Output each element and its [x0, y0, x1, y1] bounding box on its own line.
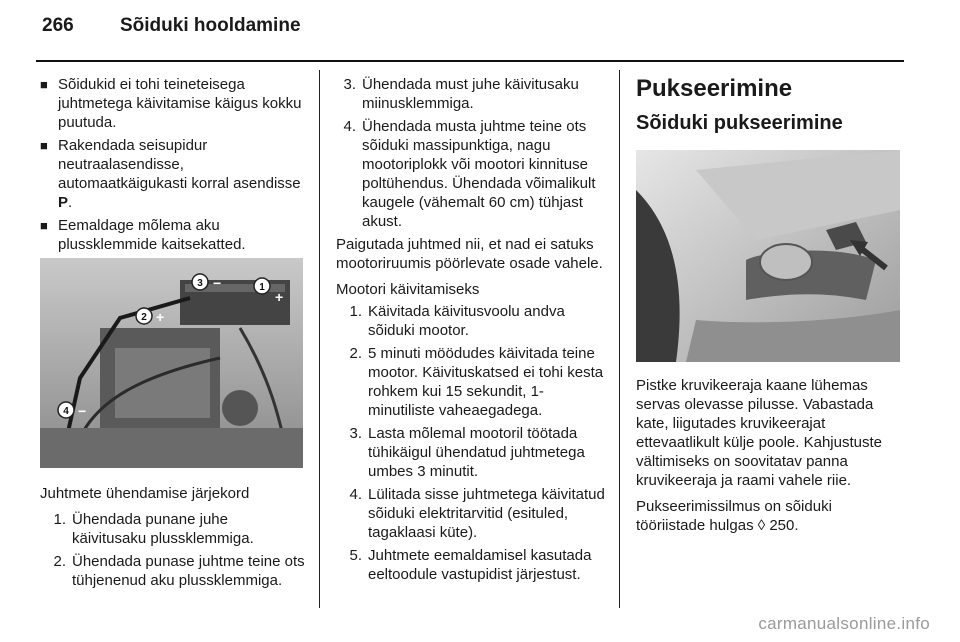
figure-label: 1	[259, 282, 265, 293]
numbered-item	[342, 344, 608, 420]
page-number: 266	[42, 15, 74, 36]
item-number: 1.	[53, 511, 66, 528]
column-1-lower	[40, 484, 306, 594]
column-2	[336, 75, 608, 588]
column-3	[636, 74, 904, 146]
item-text: Ühendada musta juhtme teine ots sõiduki massipunktiga, nagu mootoriplokk või mootori kinnituse poltühendus. Ühendada võimalikult kaugele (vähemalt 60 cm) tühjast akust.	[362, 118, 596, 230]
bullet-tail: .	[68, 194, 73, 211]
item-number: 3.	[349, 425, 362, 442]
item-text: Käivitada käivitusvoolu andva sõiduki mootor.	[368, 303, 565, 339]
item-number: 1.	[349, 303, 362, 320]
figure-sign: +	[156, 309, 165, 325]
item-text: Ühendada punase juhtme teine ots tühjenenud aku plussklemmiga.	[72, 553, 305, 589]
bullet-item	[40, 136, 306, 212]
item-text: Ühendada must juhe käivitusaku miinusklemmiga.	[362, 76, 579, 112]
item-text: 5 minuti möödudes käivitada teine mootor. Käivituskatsed ei tohi kesta rohkem kui 15 sekundit, 1-minutiliste vaheaegadega.	[368, 345, 604, 419]
numbered-item	[46, 552, 306, 590]
subsection-heading: Sõiduki pukseerimine	[636, 112, 843, 134]
numbered-item	[342, 424, 608, 481]
towing-eye-illustration	[636, 150, 900, 362]
bullet-text: Eemaldage mõlema aku plussklemmide kaitsekatted.	[58, 217, 246, 253]
page-title: Sõiduki hooldamine	[120, 15, 301, 36]
bullet-icon: ■	[40, 218, 48, 233]
towing-eye-text: Pukseerimissilmus on sõiduki tööriistade hulgas	[636, 498, 832, 534]
figure-label: 4	[63, 406, 69, 417]
bullet-text: Sõidukid ei tohi teineteisega juhtmetega käivitamise käigus kokku puutuda.	[58, 76, 302, 131]
towing-eye-location	[636, 497, 904, 535]
column-3-lower	[636, 376, 904, 542]
item-text: Lülitada sisse juhtmetega käivitatud sõiduki elektritarvitid (esituled, tagaklaasi küte).	[368, 486, 605, 541]
bullet-icon: ■	[40, 77, 48, 92]
column-divider-1	[319, 70, 320, 608]
gear-position-key: P	[58, 194, 69, 211]
figure-label: 3	[197, 278, 203, 289]
engine-start-title: Mootori käivitamiseks	[336, 281, 480, 298]
page-reference-link[interactable]: 250.	[769, 517, 799, 534]
bullet-text: Rakendada seisupidur neutraalasendisse, automaatkäigukasti korral asendisse	[58, 137, 301, 192]
bullet-item	[40, 216, 306, 254]
bullet-item	[40, 75, 306, 132]
figure-sign: −	[213, 275, 222, 291]
jump-start-illustration	[40, 258, 303, 468]
numbered-item	[46, 510, 306, 548]
numbered-item	[342, 485, 608, 542]
item-text: Ühendada punane juhe käivitusaku plussklemmiga.	[72, 511, 254, 547]
section-heading: Pukseerimine	[636, 75, 793, 102]
numbered-item	[336, 117, 608, 231]
figure-sign: −	[78, 403, 87, 419]
item-number: 3.	[343, 76, 356, 93]
column-divider-2	[619, 70, 620, 608]
watermark: carmanualsonline.info	[758, 614, 930, 633]
towing-paragraph: Pistke kruvikeeraja kaane lühemas servas olevasse pilusse. Vabastada kate, liigutades kruvikeerajat ettevaatlikult külje poole. Kahjustuste vältimiseks on soovitatav panna kruvikeeraja ja raami vahele riie.	[636, 377, 882, 489]
item-text: Lasta mõlemal mootoril töötada tühikäigul ühendatud juhtmetega umbes 3 minutit.	[368, 425, 585, 480]
figure-sign: +	[275, 289, 284, 305]
connection-order-title: Juhtmete ühendamise järjekord	[40, 485, 250, 502]
numbered-item	[342, 546, 608, 584]
figure-label: 2	[141, 312, 147, 323]
bumper-image	[636, 150, 900, 362]
cable-routing-paragraph: Paigutada juhtmed nii, et nad ei satuks mootoriruumis pöörlevate osade vahele.	[336, 236, 603, 272]
item-number: 4.	[349, 486, 362, 503]
engine-bay-image	[40, 258, 303, 468]
header-rule	[36, 60, 904, 62]
bullet-icon: ■	[40, 138, 48, 153]
item-text: Juhtmete eemaldamisel kasutada eeltoodule vastupidist järjestust.	[368, 547, 592, 583]
numbered-item	[336, 75, 608, 113]
item-number: 2.	[349, 345, 362, 362]
page-reference-icon: ◊	[757, 517, 766, 534]
item-number: 2.	[53, 553, 66, 570]
column-1	[40, 75, 306, 258]
numbered-item	[342, 302, 608, 340]
item-number: 5.	[349, 547, 362, 564]
item-number: 4.	[343, 118, 356, 135]
